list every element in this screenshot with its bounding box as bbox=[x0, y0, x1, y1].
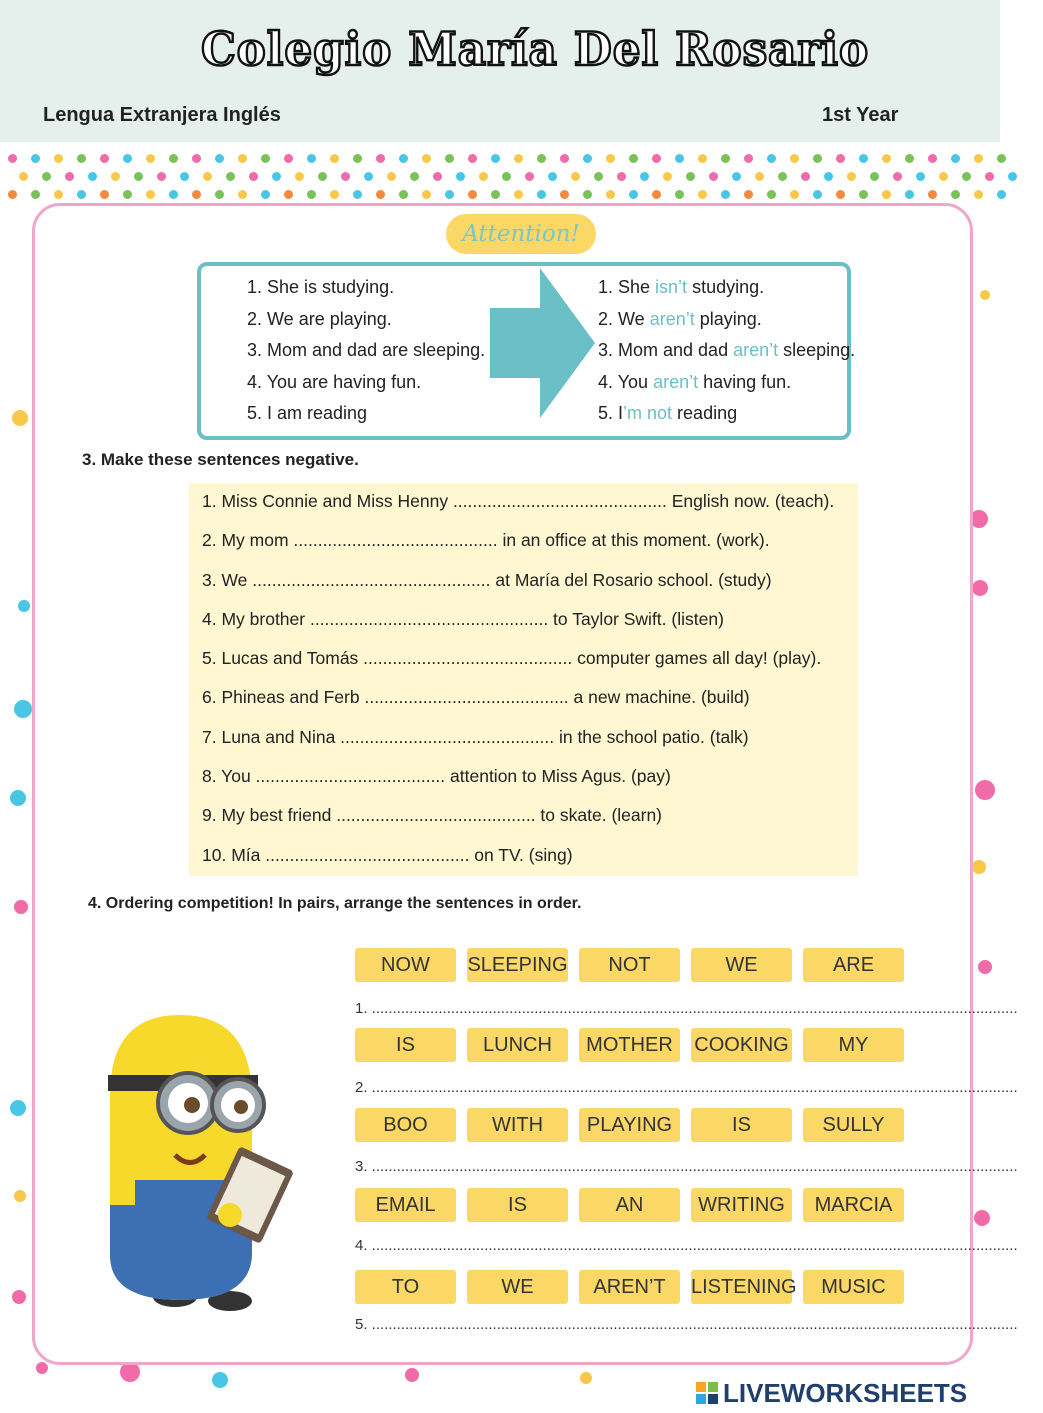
decorative-dot bbox=[698, 154, 707, 163]
decorative-dot bbox=[422, 190, 431, 199]
decorative-dot bbox=[767, 154, 776, 163]
decorative-dot bbox=[330, 154, 339, 163]
decorative-dot bbox=[721, 154, 730, 163]
word-chip[interactable]: ARE bbox=[803, 948, 904, 982]
decorative-dot bbox=[111, 172, 120, 181]
exercise3-item[interactable]: 9. My best friend ......................................... to skate. (learn) bbox=[202, 805, 663, 826]
decorative-dot bbox=[307, 190, 316, 199]
exercise3-item[interactable]: 2. My mom .......................................... in an office at this moment. (work). bbox=[202, 530, 770, 551]
decorative-dot bbox=[548, 172, 557, 181]
decorative-dot bbox=[31, 154, 40, 163]
decorative-dot bbox=[12, 1290, 26, 1304]
exercise3-item[interactable]: 7. Luna and Nina ............................................ in the school patio. (talk) bbox=[202, 726, 749, 747]
decorative-dot bbox=[8, 154, 17, 163]
decorative-dot bbox=[157, 172, 166, 181]
decorative-dot bbox=[663, 172, 672, 181]
decorative-dot bbox=[8, 190, 17, 199]
decorative-dot bbox=[134, 172, 143, 181]
attention-badge: Attention! bbox=[446, 214, 596, 254]
decorative-dot bbox=[985, 172, 994, 181]
word-chip[interactable]: IS bbox=[691, 1108, 792, 1142]
decorative-dot bbox=[284, 190, 293, 199]
word-chip[interactable]: NOW bbox=[355, 948, 456, 982]
affirmative-example: 2. We are playing. bbox=[247, 308, 392, 329]
decorative-dot bbox=[36, 1362, 48, 1374]
liveworksheets-wordmark: LIVEWORKSHEETS bbox=[723, 1377, 968, 1408]
word-chip[interactable]: SLEEPING bbox=[467, 948, 568, 982]
decorative-dot bbox=[893, 172, 902, 181]
decorative-dot bbox=[939, 172, 948, 181]
exercise3-item[interactable]: 8. You ....................................... attention to Miss Agus. (pay) bbox=[202, 766, 671, 787]
decorative-dot bbox=[972, 860, 986, 874]
decorative-dot bbox=[1008, 172, 1017, 181]
decorative-dot bbox=[859, 154, 868, 163]
negative-example: 5. I’m not reading bbox=[598, 403, 738, 423]
decorative-dot bbox=[514, 154, 523, 163]
answer-line[interactable]: 3. ........................................................................................................................................................... bbox=[355, 1158, 1018, 1175]
decorative-dot bbox=[456, 172, 465, 181]
word-chip[interactable]: WITH bbox=[467, 1108, 568, 1142]
word-row-3 bbox=[355, 1108, 905, 1144]
decorative-dot bbox=[226, 172, 235, 181]
decorative-dot bbox=[514, 190, 523, 199]
answer-line[interactable]: 4. ........................................................................................................................................................... bbox=[355, 1237, 1018, 1254]
decorative-dot bbox=[284, 154, 293, 163]
word-chip[interactable]: COOKING bbox=[691, 1028, 792, 1062]
decorative-dot bbox=[479, 172, 488, 181]
exercise3-item[interactable]: 4. My brother ................................................. to Taylor Swift. (listen) bbox=[202, 608, 724, 629]
decorative-dot bbox=[836, 154, 845, 163]
word-chip[interactable]: TO bbox=[355, 1270, 456, 1304]
word-chip[interactable]: BOO bbox=[355, 1108, 456, 1142]
decorative-dot bbox=[445, 190, 454, 199]
negative-example: 2. We aren’t playing. bbox=[598, 308, 762, 329]
decorative-dot bbox=[778, 172, 787, 181]
decorative-dot bbox=[18, 600, 30, 612]
word-chip[interactable]: MOTHER bbox=[579, 1028, 680, 1062]
decorative-dot bbox=[77, 190, 86, 199]
decorative-dot bbox=[767, 190, 776, 199]
decorative-dot bbox=[606, 190, 615, 199]
decorative-dot bbox=[146, 190, 155, 199]
decorative-dot bbox=[100, 154, 109, 163]
decorative-dot bbox=[353, 190, 362, 199]
decorative-dot bbox=[916, 172, 925, 181]
word-chip[interactable]: IS bbox=[355, 1028, 456, 1062]
word-chip[interactable]: WRITING bbox=[691, 1188, 792, 1222]
decorative-dot bbox=[19, 172, 28, 181]
negative-example: 1. She isn’t studying. bbox=[598, 277, 765, 297]
decorative-dot bbox=[169, 154, 178, 163]
decorative-dot bbox=[364, 172, 373, 181]
word-chip[interactable]: PLAYING bbox=[579, 1108, 680, 1142]
decorative-dot bbox=[951, 190, 960, 199]
decorative-dot bbox=[732, 172, 741, 181]
decorative-dot bbox=[974, 154, 983, 163]
negative-examples bbox=[598, 275, 888, 433]
affirmative-example: 3. Mom and dad are sleeping. bbox=[247, 340, 486, 360]
subject-label: Lengua Extranjera Inglés bbox=[43, 104, 281, 126]
decorative-dot bbox=[652, 190, 661, 199]
decorative-dot bbox=[980, 290, 990, 300]
decorative-dot bbox=[10, 790, 26, 806]
decorative-dot bbox=[978, 960, 992, 974]
exercise3-item[interactable]: 3. We ................................................. at María del Rosario school. (study) bbox=[202, 569, 772, 590]
decorative-dot bbox=[192, 190, 201, 199]
decorative-dot bbox=[640, 172, 649, 181]
decorative-dot bbox=[261, 190, 270, 199]
decorative-dot bbox=[295, 172, 304, 181]
decorative-dot bbox=[882, 190, 891, 199]
affirmative-examples bbox=[247, 275, 507, 433]
word-chip[interactable]: MUSIC bbox=[803, 1270, 904, 1304]
exercise4-title: 4. Ordering competition! In pairs, arrange the sentences in order. bbox=[88, 895, 582, 912]
decorative-dot bbox=[629, 154, 638, 163]
decorative-dot bbox=[790, 154, 799, 163]
decorative-dot bbox=[951, 154, 960, 163]
decorative-dot bbox=[571, 172, 580, 181]
decorative-dot bbox=[525, 172, 534, 181]
decorative-dot bbox=[192, 154, 201, 163]
word-chip[interactable]: MARCIA bbox=[803, 1188, 904, 1222]
decorative-dot bbox=[341, 172, 350, 181]
decorative-dot bbox=[212, 1372, 228, 1388]
decorative-dot bbox=[31, 190, 40, 199]
decorative-dot bbox=[422, 154, 431, 163]
decorative-dot bbox=[905, 190, 914, 199]
exercise3-item[interactable]: 10. Mía .......................................... on TV. (sing) bbox=[202, 844, 573, 865]
decorative-dot bbox=[675, 190, 684, 199]
word-chip[interactable]: NOT bbox=[579, 948, 680, 982]
answer-line[interactable]: 1. ........................................................................................................................................................... bbox=[355, 1000, 1018, 1017]
decorative-dot bbox=[100, 190, 109, 199]
decorative-dot bbox=[376, 190, 385, 199]
word-row-4 bbox=[355, 1188, 905, 1224]
decorative-dot bbox=[721, 190, 730, 199]
decorative-dot bbox=[180, 172, 189, 181]
decorative-dot bbox=[972, 580, 988, 596]
decorative-dot bbox=[744, 190, 753, 199]
decorative-dot bbox=[755, 172, 764, 181]
answer-line[interactable]: 5. ........................................................................................................................................................... bbox=[355, 1316, 1018, 1333]
decorative-dot bbox=[12, 410, 28, 426]
decorative-dot bbox=[686, 172, 695, 181]
decorative-dot bbox=[583, 154, 592, 163]
decorative-dot bbox=[629, 190, 638, 199]
word-chip[interactable]: WE bbox=[467, 1270, 568, 1304]
negative-example: 4. You aren’t having fun. bbox=[598, 371, 792, 392]
decorative-dot bbox=[502, 172, 511, 181]
decorative-dot bbox=[491, 154, 500, 163]
decorative-dot bbox=[847, 172, 856, 181]
decorative-dot bbox=[215, 154, 224, 163]
exercise3-title: 3. Make these sentences negative. bbox=[82, 450, 359, 469]
word-row-5 bbox=[355, 1270, 905, 1306]
word-chip[interactable]: AREN’T bbox=[579, 1270, 680, 1304]
decorative-dot bbox=[813, 154, 822, 163]
decorative-dot bbox=[870, 172, 879, 181]
decorative-dot bbox=[387, 172, 396, 181]
exercise3-list bbox=[202, 488, 862, 881]
decorative-dot bbox=[928, 154, 937, 163]
exercise3-item[interactable]: 5. Lucas and Tomás ........................................... computer games all day! (play). bbox=[202, 648, 822, 669]
decorative-dot bbox=[54, 154, 63, 163]
decorative-dot bbox=[928, 190, 937, 199]
decorative-dot bbox=[617, 172, 626, 181]
decorative-dot bbox=[606, 154, 615, 163]
liveworksheets-logo bbox=[695, 1376, 967, 1406]
decorative-dot bbox=[376, 154, 385, 163]
decorative-dot bbox=[261, 154, 270, 163]
decorative-dot bbox=[272, 172, 281, 181]
decorative-dot bbox=[813, 190, 822, 199]
decorative-dot bbox=[594, 172, 603, 181]
decorative-dot bbox=[824, 172, 833, 181]
decorative-dot bbox=[14, 1190, 26, 1202]
decorative-dot bbox=[698, 190, 707, 199]
decorative-dot bbox=[215, 190, 224, 199]
decorative-dot bbox=[238, 154, 247, 163]
minion-illustration-icon bbox=[80, 1005, 295, 1320]
decorative-dot bbox=[709, 172, 718, 181]
decorative-dot bbox=[307, 154, 316, 163]
decorative-dot bbox=[801, 172, 810, 181]
decorative-dot bbox=[399, 154, 408, 163]
word-chip[interactable]: EMAIL bbox=[355, 1188, 456, 1222]
decorative-dot bbox=[836, 190, 845, 199]
decorative-dot bbox=[468, 190, 477, 199]
exercise3-item[interactable]: 1. Miss Connie and Miss Henny ............................................ English now. (teach). bbox=[202, 491, 835, 511]
decorative-dot bbox=[65, 172, 74, 181]
liveworksheets-logo-icon bbox=[695, 1381, 719, 1405]
decorative-dot bbox=[10, 1100, 26, 1116]
school-title: Colegio María Del Rosario bbox=[200, 22, 870, 76]
decorative-dot bbox=[491, 190, 500, 199]
decorative-dot bbox=[238, 190, 247, 199]
decorative-dot bbox=[146, 154, 155, 163]
decorative-dot bbox=[790, 190, 799, 199]
decorative-dot bbox=[675, 154, 684, 163]
header bbox=[0, 0, 1000, 142]
word-row-2 bbox=[355, 1028, 905, 1064]
negative-example: 3. Mom and dad aren’t sleeping. bbox=[598, 340, 856, 360]
decorative-dot bbox=[580, 1372, 592, 1384]
decorative-dot bbox=[859, 190, 868, 199]
decorative-dot bbox=[583, 190, 592, 199]
decorative-dot bbox=[975, 780, 995, 800]
exercise3-item[interactable]: 6. Phineas and Ferb .......................................... a new machine. (build) bbox=[202, 687, 750, 708]
word-chip[interactable]: MY bbox=[803, 1028, 904, 1062]
decorative-dot bbox=[249, 172, 258, 181]
decorative-dot bbox=[399, 190, 408, 199]
decorative-dot bbox=[318, 172, 327, 181]
decorative-dot bbox=[14, 900, 28, 914]
word-chip[interactable]: IS bbox=[467, 1188, 568, 1222]
decorative-dot bbox=[88, 172, 97, 181]
decorative-dot bbox=[410, 172, 419, 181]
affirmative-example: 4. You are having fun. bbox=[247, 371, 422, 392]
decorative-dot bbox=[560, 154, 569, 163]
decorative-dot bbox=[445, 154, 454, 163]
decorative-dot bbox=[468, 154, 477, 163]
word-chip[interactable]: AN bbox=[579, 1188, 680, 1222]
word-chip[interactable]: LUNCH bbox=[467, 1028, 568, 1062]
decorative-dot bbox=[560, 190, 569, 199]
decorative-dot bbox=[14, 700, 32, 718]
decorative-dot bbox=[997, 190, 1006, 199]
decorative-dot bbox=[882, 154, 891, 163]
decorative-dot bbox=[537, 190, 546, 199]
decorative-dot bbox=[433, 172, 442, 181]
decorative-dot bbox=[77, 154, 86, 163]
affirmative-example: 1. She is studying. bbox=[247, 277, 395, 297]
decorative-dot bbox=[123, 154, 132, 163]
year-label: 1st Year bbox=[822, 104, 899, 126]
affirmative-example: 5. I am reading bbox=[247, 403, 368, 423]
decorative-dot bbox=[54, 190, 63, 199]
decorative-dot bbox=[203, 172, 212, 181]
answer-line[interactable]: 2. ........................................................................................................................................................... bbox=[355, 1079, 1018, 1096]
word-chip[interactable]: SULLY bbox=[803, 1108, 904, 1142]
decorative-dot bbox=[169, 190, 178, 199]
decorative-dot bbox=[652, 154, 661, 163]
arrow-right-icon bbox=[490, 268, 595, 418]
decorative-dot bbox=[405, 1368, 419, 1382]
decorative-dot bbox=[962, 172, 971, 181]
decorative-dot bbox=[120, 1362, 140, 1382]
decorative-dot bbox=[330, 190, 339, 199]
word-chip[interactable]: WE bbox=[691, 948, 792, 982]
decorative-dot bbox=[744, 154, 753, 163]
polka-dot-border bbox=[0, 142, 1000, 202]
decorative-dot bbox=[974, 1210, 990, 1226]
decorative-dot bbox=[537, 154, 546, 163]
decorative-dot bbox=[997, 154, 1006, 163]
word-row-1 bbox=[355, 948, 905, 984]
decorative-dot bbox=[905, 154, 914, 163]
decorative-dot bbox=[42, 172, 51, 181]
word-chip[interactable]: LISTENING bbox=[691, 1270, 792, 1304]
decorative-dot bbox=[974, 190, 983, 199]
decorative-dot bbox=[123, 190, 132, 199]
decorative-dot bbox=[353, 154, 362, 163]
